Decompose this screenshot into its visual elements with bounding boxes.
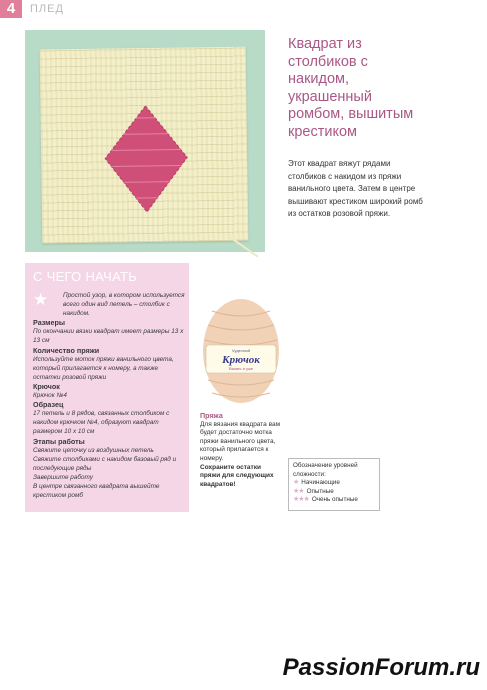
yarn-caption-bold: Сохраните остатки пряжи для следующих квадратов! bbox=[200, 463, 274, 488]
step-item: Свяжите цепочку из воздушных петель bbox=[33, 446, 154, 454]
watermark: PassionForum.ru bbox=[282, 654, 480, 681]
crochet-square bbox=[40, 47, 249, 244]
legend-level-1 bbox=[293, 479, 379, 488]
page-number: 4 bbox=[0, 0, 22, 18]
step-item: Свяжите столбиками с накидом базовый ряд и последующие ряды bbox=[33, 455, 177, 472]
article-description: Этот квадрат вяжут рядами столбиков с накидом из пряжи ванильного цвета. Затем в центре вышивают крестиком широкий ромб из остатков розовой пряжи. bbox=[288, 159, 423, 218]
yarn-label-brand: Крючок bbox=[222, 354, 260, 366]
legend-label: Очень опытные bbox=[311, 496, 358, 504]
legend-label: Опытные bbox=[306, 487, 334, 495]
hook-heading: Крючок bbox=[33, 381, 60, 391]
yarn-label-small: Чудесный bbox=[231, 348, 251, 353]
size-text: По окончании вязки квадрат имеет размеры 13 х 13 см bbox=[33, 328, 184, 345]
steps-heading: Этапы работы bbox=[33, 436, 85, 446]
difficulty-star-icon: ★ bbox=[33, 290, 49, 309]
embroidered-diamond bbox=[40, 47, 249, 244]
star-icon: ★ bbox=[293, 479, 299, 487]
yarn-label-sub: Вязать и уже bbox=[228, 366, 254, 371]
section-title: ПЛЕД bbox=[30, 3, 64, 15]
yarn-amount-heading: Количество пряжи bbox=[33, 345, 100, 355]
yarn-skein-photo bbox=[200, 295, 282, 407]
yarn-caption-text: Для вязания квадрата вам будет достаточно мотка пряжи ванильного цвета, который прилагается к номеру. bbox=[200, 420, 281, 462]
legend-level-3 bbox=[293, 496, 379, 505]
gauge-heading: Образец bbox=[33, 400, 64, 410]
start-box-text bbox=[33, 291, 185, 500]
gauge-text: 17 петель и 8 рядов, связанных столбиком с накидом крючком №4, образуют квадрат размером 10 х 10 см bbox=[33, 410, 170, 436]
yarn-caption bbox=[200, 412, 282, 489]
step-item: Завершите работу bbox=[33, 473, 93, 481]
step-item: В центре связанного квадрата вышейте крестиком ромб bbox=[33, 482, 160, 500]
legend-label: Начинающие bbox=[301, 479, 340, 487]
yarn-caption-heading: Пряжа bbox=[200, 411, 223, 420]
legend-title: Обозначение уровней сложности: bbox=[293, 462, 358, 478]
crochet-square-photo bbox=[25, 30, 265, 252]
star-icon: ★★★ bbox=[293, 496, 309, 504]
article-title: Квадрат из столбиков с накидом, украшенный ромбом, вышитым крестиком bbox=[288, 36, 414, 140]
start-info-box bbox=[25, 263, 189, 512]
yarn-amount-text: Используйте моток пряжи ванильного цвета, который прилагается к номеру, а также остатки розовой пряжи bbox=[33, 355, 174, 381]
size-heading: Размеры bbox=[33, 318, 66, 328]
intro-text: Простой узор, в котором используется всего один вид петель – столбик с накидом. bbox=[63, 292, 185, 318]
difficulty-legend bbox=[288, 458, 380, 511]
star-icon: ★★ bbox=[293, 487, 304, 495]
hook-text: Крючок №4 bbox=[33, 392, 67, 400]
start-box-heading: С ЧЕГО НАЧАТЬ bbox=[33, 269, 138, 284]
